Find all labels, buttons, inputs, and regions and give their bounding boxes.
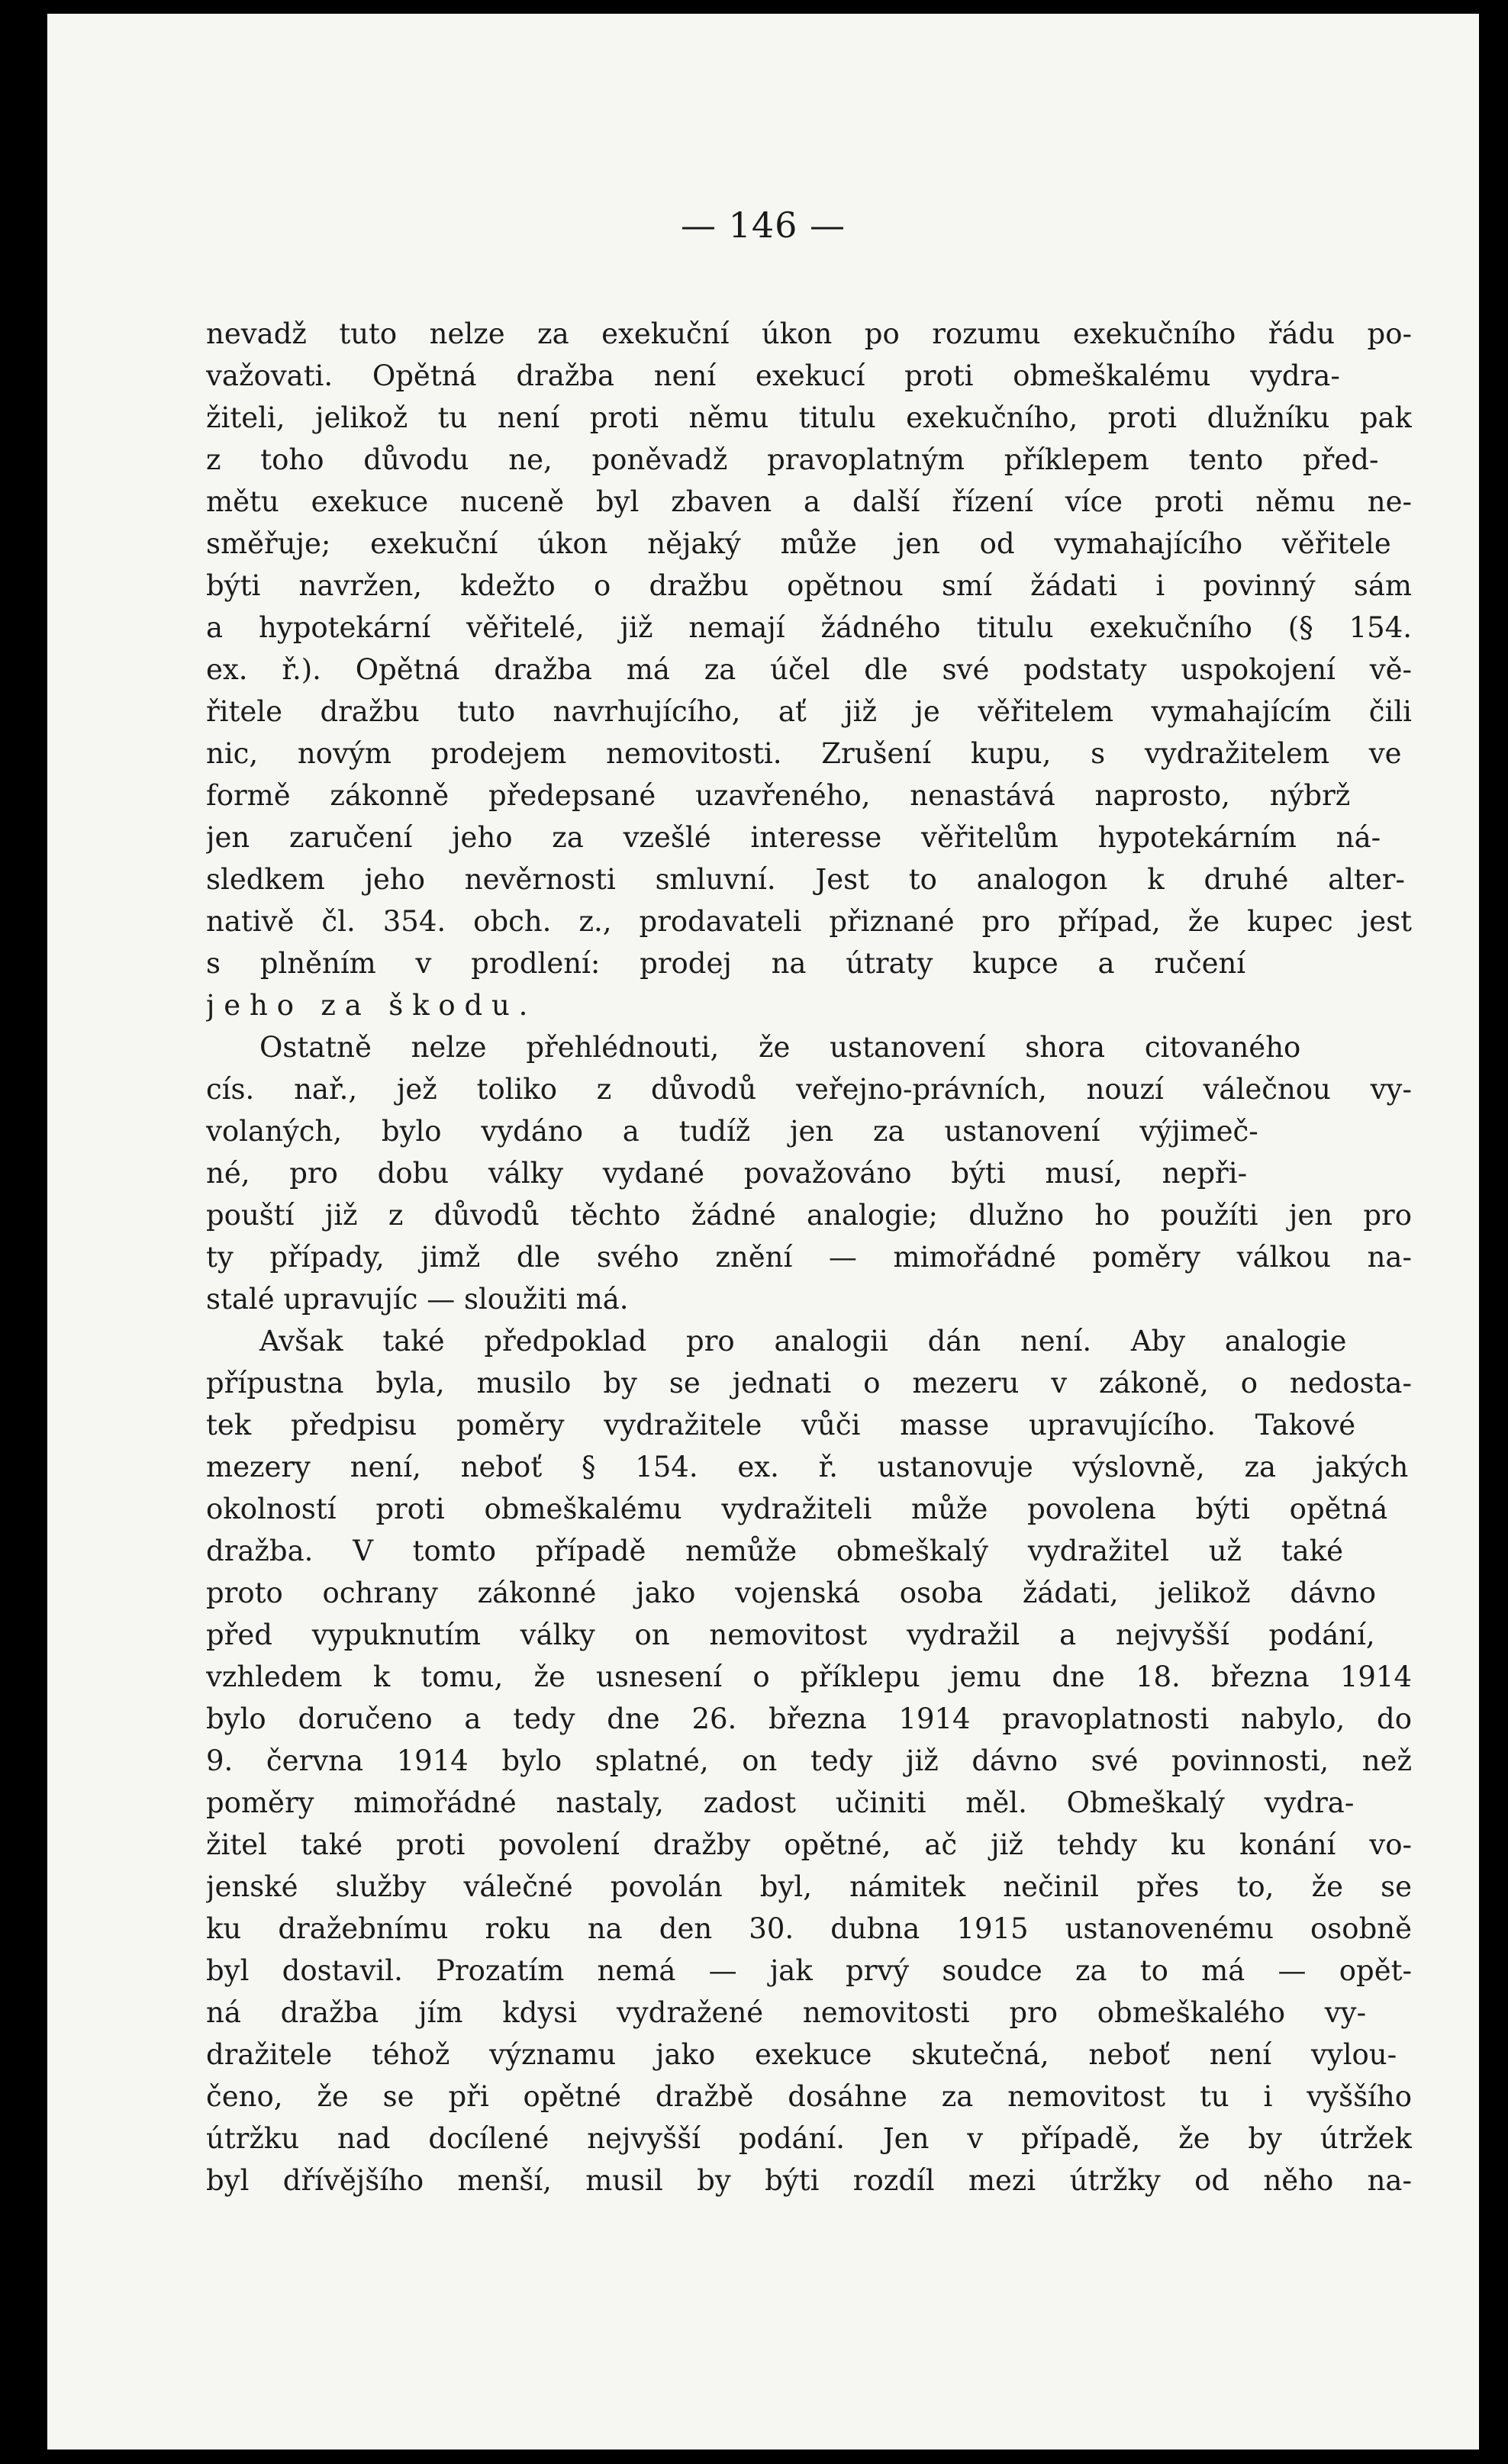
book-page: [47, 14, 1479, 2450]
text-line: 9. června 1914 bylo splatné, on tedy již dávno své povinnosti, než: [206, 1744, 1412, 1777]
text-line: z toho důvodu ne, poněvadž pravoplatným příklepem tento před-: [206, 443, 1379, 476]
text-line: jenské služby válečné povolán byl, námitek nečinil přes to, že se: [206, 1870, 1412, 1903]
text-line: útržku nad docílené nejvyšší podání. Jen v případě, že by útržek: [206, 2122, 1412, 2155]
text-line: jeho za škodu.: [206, 989, 537, 1022]
body-text: [206, 313, 1412, 2201]
text-line: bylo doručeno a tedy dne 26. března 1914 pravoplatnosti nabylo, do: [206, 1702, 1412, 1735]
text-line: byl dostavil. Prozatím nemá — jak prvý soudce za to má — opět-: [206, 1954, 1412, 1987]
text-line: jen zaručení jeho za vzešlé interesse věřitelům hypotekárním ná-: [206, 821, 1381, 854]
page-number: — 146 —: [680, 205, 846, 246]
text-line: okolností proti obmeškalému vydražiteli může povolena býti opětná: [206, 1493, 1388, 1525]
text-line: tek předpisu poměry vydražitele vůči masse upravujícího. Takové: [206, 1409, 1356, 1441]
text-line: ná dražba jím kdysi vydražené nemovitosti pro obmeškalého vy-: [206, 1996, 1367, 2029]
text-line: žitel také proti povolení dražby opětné, ač již tehdy ku konání vo-: [206, 1828, 1412, 1861]
text-line: byl dřívějšího menší, musil by býti rozdíl mezi útržky od něho na-: [206, 2164, 1412, 2197]
text-line: formě zákonně předepsané uzavřeného, nenastává naprosto, nýbrž: [206, 779, 1351, 812]
text-line: s plněním v prodlení: prodej na útraty kupce a ručení: [206, 947, 1246, 980]
text-line: važovati. Opětná dražba není exekucí proti obmeškalému vydra-: [206, 359, 1340, 392]
text-line: stalé upravujíc — sloužiti má.: [206, 1283, 629, 1316]
text-line: Avšak také předpoklad pro analogii dán není. Aby analogie: [259, 1325, 1347, 1358]
text-line: poměry mimořádné nastaly, zadost učiniti měl. Obmeškalý vydra-: [206, 1786, 1355, 1819]
text-line: čeno, že se při opětné dražbě dosáhne za nemovitost tu i vyššího: [206, 2080, 1412, 2113]
text-line: dražitele téhož významu jako exekuce skutečná, neboť není vylou-: [206, 2038, 1397, 2071]
text-line: nic, novým prodejem nemovitosti. Zrušení kupu, s vydražitelem ve: [206, 737, 1402, 770]
text-line: směřuje; exekuční úkon nějaký může jen od vymahajícího věřitele: [206, 527, 1391, 560]
text-line: nativě čl. 354. obch. z., prodavateli přiznané pro případ, že kupec jest: [206, 905, 1412, 938]
text-line: vzhledem k tomu, že usnesení o příklepu jemu dne 18. března 1914: [206, 1660, 1412, 1693]
text-line: cís. nař., jež toliko z důvodů veřejno-právních, nouzí válečnou vy-: [206, 1073, 1412, 1106]
text-line: řitele dražbu tuto navrhujícího, ať již je věřitelem vymahajícím čili: [206, 695, 1412, 728]
text-line: mětu exekuce nuceně byl zbaven a další řízení více proti němu ne-: [206, 485, 1412, 518]
text-line: volaných, bylo vydáno a tudíž jen za ustanovení výjimeč-: [206, 1115, 1258, 1148]
text-line: sledkem jeho nevěrnosti smluvní. Jest to analogon k druhé alter-: [206, 863, 1405, 896]
text-line: ex. ř.). Opětná dražba má za účel dle své podstaty uspokojení vě-: [206, 653, 1412, 686]
text-line: pouští již z důvodů těchto žádné analogie; dlužno ho použíti jen pro: [206, 1199, 1412, 1232]
text-line: a hypotekární věřitelé, již nemají žádného titulu exekučního (§ 154.: [206, 611, 1412, 644]
text-line: před vypuknutím války on nemovitost vydražil a nejvyšší podání,: [206, 1619, 1375, 1651]
text-line: ku dražebnímu roku na den 30. dubna 1915 ustanovenému osobně: [206, 1912, 1412, 1945]
text-line: proto ochrany zákonné jako vojenská osoba žádati, jelikož dávno: [206, 1577, 1377, 1609]
text-line: býti navržen, kdežto o dražbu opětnou smí žádati i povinný sám: [206, 569, 1412, 602]
text-line: žiteli, jelikož tu není proti němu titulu exekučního, proti dlužníku pak: [206, 401, 1412, 434]
text-line: né, pro dobu války vydané považováno býti musí, nepři-: [206, 1157, 1248, 1190]
text-line: Ostatně nelze přehlédnouti, že ustanovení shora citovaného: [259, 1031, 1301, 1064]
text-line: mezery není, neboť § 154. ex. ř. ustanovuje výslovně, za jakých: [206, 1451, 1409, 1483]
text-line: dražba. V tomto případě nemůže obmeškalý vydražitel už také: [206, 1535, 1344, 1567]
text-line: přípustna byla, musilo by se jednati o mezeru v zákoně, o nedosta-: [206, 1367, 1412, 1399]
text-line: ty případy, jimž dle svého znění — mimořádné poměry válkou na-: [206, 1241, 1412, 1274]
text-line: nevadž tuto nelze za exekuční úkon po rozumu exekučního řádu po-: [206, 317, 1412, 350]
